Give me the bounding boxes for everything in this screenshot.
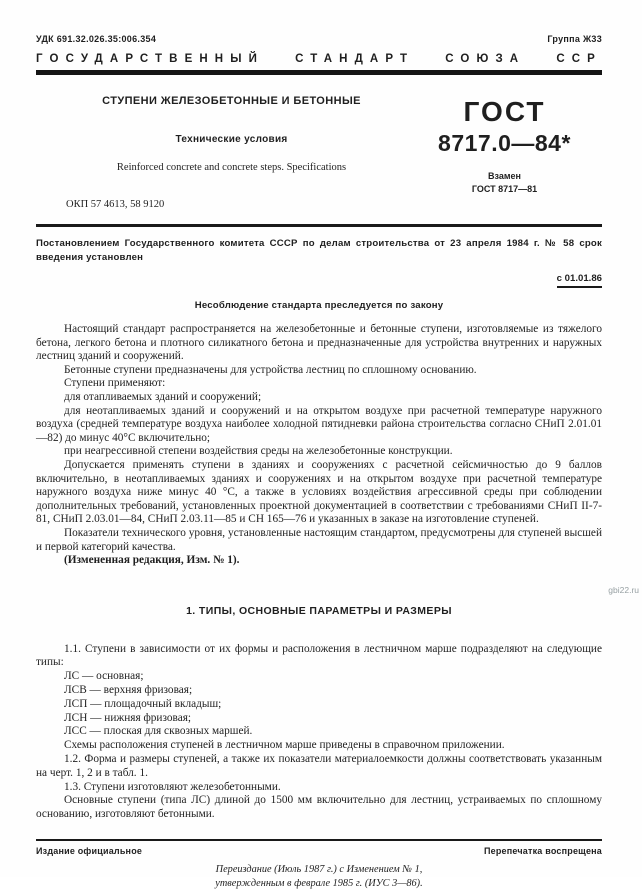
title-rule bbox=[36, 224, 602, 227]
section-paragraph: Основные ступени (типа ЛС) длиной до 1500 мм включительно для лестниц, устраиваемых по сплошному основанию, изготовляют бетонными. bbox=[36, 794, 602, 821]
type-list-item: ЛСВ — верхняя фризовая; bbox=[64, 684, 193, 697]
intro-list-item: при неагрессивной степени воздействия среды на железобетонные конструкции. bbox=[64, 445, 453, 458]
type-list-item: ЛСС — плоская для сквозных маршей. bbox=[64, 725, 253, 738]
title-left-column bbox=[36, 95, 407, 210]
intro-paragraph: Ступени применяют: bbox=[64, 377, 166, 390]
section-paragraph: 1.2. Форма и размеры ступеней, а также их показатели материалоемкости должны соответствовать указанным на черт. 1, 2 и в табл. 1. bbox=[36, 753, 602, 779]
banner-word: ССР bbox=[556, 53, 602, 65]
intro-paragraph: Бетонные ступени предназначены для устройства лестниц по сплошному основанию. bbox=[64, 363, 477, 376]
section-paragraph: 1.1. Ступени в зависимости от их формы и расположения в лестничном марше подразделяют на следующие типы: bbox=[36, 642, 602, 669]
section-1-body bbox=[36, 643, 602, 822]
type-list-item: ЛС — основная; bbox=[64, 670, 144, 683]
okp-codes: ОКП 57 4613, 58 9120 bbox=[66, 199, 165, 210]
group-code: Группа Ж33 bbox=[547, 34, 602, 44]
document-subtitle-english: Reinforced concrete and concrete steps. Specifications bbox=[116, 162, 347, 173]
intro-section bbox=[36, 323, 602, 568]
reissue-line: Переиздание (Июль 1987 г.) с Изменением № 1, bbox=[215, 864, 423, 876]
decree-text: Постановлением Государственного комитета СССР по делам строительства от 23 апреля 1984 г. № 58 срок введения установлен bbox=[36, 238, 602, 263]
gost-label: ГОСТ bbox=[463, 96, 546, 127]
gost-number-block bbox=[407, 95, 602, 210]
intro-paragraph: Показатели технического уровня, установленные настоящим стандартом, предусмотрены для ступеней высшей и первой категорий качества. bbox=[36, 526, 602, 553]
banner-word: ГОСУДАРСТВЕННЫЙ bbox=[36, 53, 265, 65]
intro-paragraph: Настоящий стандарт распространяется на железобетонные и бетонные ступени, изготовляемые из тяжелого бетона, легкого бетона и плотного силикатного бетона и предназначенные для устройства внутренних и наружных лестниц зданий и сооружений. bbox=[36, 323, 602, 363]
state-standard-banner bbox=[36, 53, 602, 65]
classification-row bbox=[36, 34, 602, 44]
reissue-line: утвержденным в феврале 1985 г. (ИУС 3—86). bbox=[215, 877, 423, 889]
section-paragraph: Схемы расположения ступеней в лестничном марше приведены в справочном приложении. bbox=[64, 739, 505, 752]
official-edition-label: Издание официальное bbox=[36, 846, 143, 857]
document-subtitle: Технические условия bbox=[175, 134, 288, 145]
type-list-item: ЛСП — площадочный вкладыш; bbox=[64, 697, 222, 710]
law-notice: Несоблюдение стандарта преследуется по закону bbox=[194, 300, 444, 311]
section-1-heading: 1. ТИПЫ, ОСНОВНЫЕ ПАРАМЕТРЫ И РАЗМЕРЫ bbox=[186, 604, 452, 617]
effective-date-row bbox=[36, 268, 602, 286]
footer-rule bbox=[36, 839, 602, 841]
replaces-note bbox=[407, 170, 602, 196]
section-paragraph: 1.3. Ступени изготовляют железобетонными. bbox=[64, 780, 281, 793]
intro-list-item: для отапливаемых зданий и сооружений; bbox=[64, 390, 262, 403]
site-watermark: gbi22.ru bbox=[608, 585, 639, 595]
intro-list-item: для неотапливаемых зданий и сооружений и на открытом воздухе при расчетной температуре наружного воздуха (средней температуре воздуха наиболее холодной пятидневки района строительства согласно СНиП 2.01.01—82) до минус 40°С включительно; bbox=[36, 404, 602, 444]
gost-number: 8717.0—84* bbox=[438, 130, 571, 156]
reprint-prohibited-label: Перепечатка воспрещена bbox=[483, 846, 602, 857]
document-title: СТУПЕНИ ЖЕЛЕЗОБЕТОННЫЕ И БЕТОННЫЕ bbox=[102, 95, 361, 107]
intro-paragraph: Допускается применять ступени в зданиях и сооружениях с расчетной сейсмичностью до 9 баллов включительно, в неотапливаемых зданиях и сооружениях и на открытом воздухе при расчетной температуре наружного воздуха ниже минус 40 °С, а также в условиях воздействия агрессивной среды при соблюдении дополнительных требований, установленных проектной документацией в соответствии с требованиями СНиП II-7-81, СНиП 2.03.01—84, СНиП 2.03.11—85 и СН 165—76 и указанных в заказе на изготовление ступеней. bbox=[36, 458, 602, 526]
footer-row bbox=[36, 846, 602, 856]
type-list-item: ЛСН — нижняя фризовая; bbox=[64, 711, 192, 724]
banner-word: СОЮЗА bbox=[445, 53, 526, 65]
effective-date: с 01.01.86 bbox=[557, 273, 602, 288]
replaces-number: ГОСТ 8717—81 bbox=[471, 184, 538, 195]
title-block bbox=[36, 95, 602, 210]
banner-word: СТАНДАРТ bbox=[295, 53, 415, 65]
amendment-note: (Измененная редакция, Изм. № 1). bbox=[64, 554, 240, 567]
header-rule bbox=[36, 70, 602, 75]
udk-code: УДК 691.32.026.35:006.354 bbox=[36, 34, 157, 44]
replaces-label: Взамен bbox=[488, 171, 521, 181]
